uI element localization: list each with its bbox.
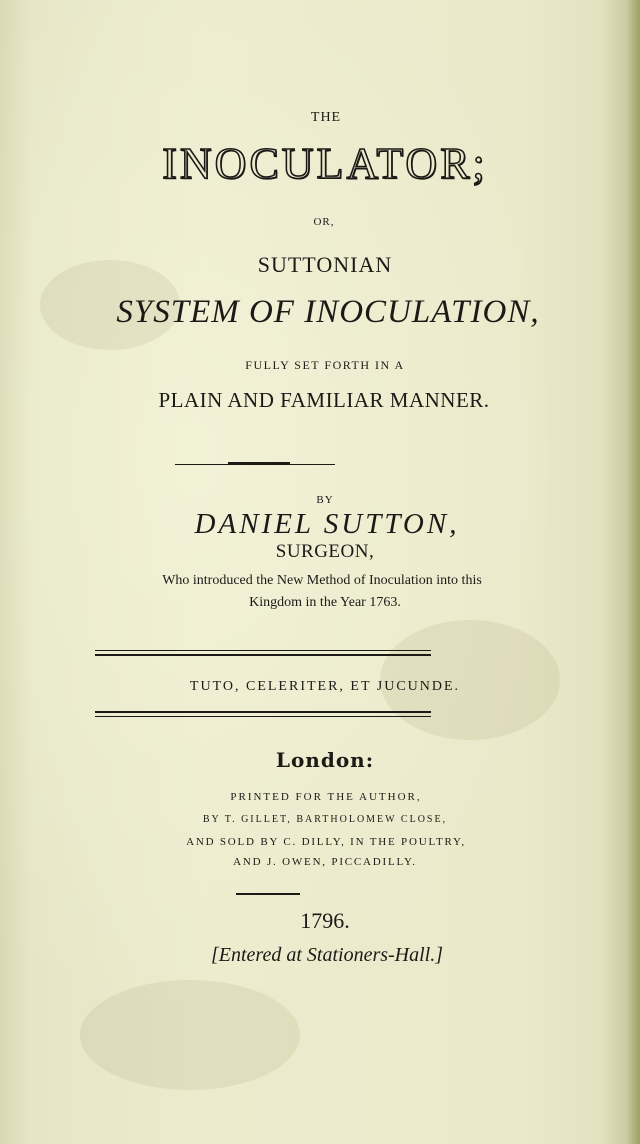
main-title: INOCULATOR; [162,139,488,188]
entered-note: [Entered at Stationers-Hall.] [210,944,444,966]
author-description-2: Kingdom in the Year 1763. [249,595,401,610]
double-rule-bottom [95,716,431,717]
double-rule-bottom [95,711,431,713]
imprint-line: AND SOLD BY C. DILLY, IN THE POULTRY, [186,836,466,848]
imprint-place: London: [275,748,375,772]
subtitle-suttonian: SUTTONIAN [257,252,393,277]
imprint-rule [236,893,300,895]
title-the: THE [310,110,342,125]
author-description: Who introduced the New Method of Inoculation into this [162,573,482,588]
divider-rule-thick [228,462,290,465]
imprint-line: PRINTED FOR THE AUTHOR, [230,791,422,803]
imprint-line: BY T. GILLET, BARTHOLOMEW CLOSE, [202,814,448,825]
author-name: DANIEL SUTTON, [194,508,460,540]
by-label: BY [316,494,334,506]
subtitle-fully: FULLY SET FORTH IN A [245,358,405,372]
latin-motto: TUTO, CELERITER, ET JUCUNDE. [189,679,461,694]
paper-stain [80,980,300,1090]
double-rule-top [95,654,431,656]
imprint-line: AND J. OWEN, PICCADILLY. [233,856,417,868]
author-profession: SURGEON, [275,541,375,562]
subtitle-plain: PLAIN AND FAMILIAR MANNER. [158,388,490,412]
title-or: OR, [313,216,335,228]
double-rule-top [95,650,431,651]
publication-year: 1796. [300,908,350,933]
subtitle-system: SYSTEM OF INOCULATION, [116,294,540,330]
